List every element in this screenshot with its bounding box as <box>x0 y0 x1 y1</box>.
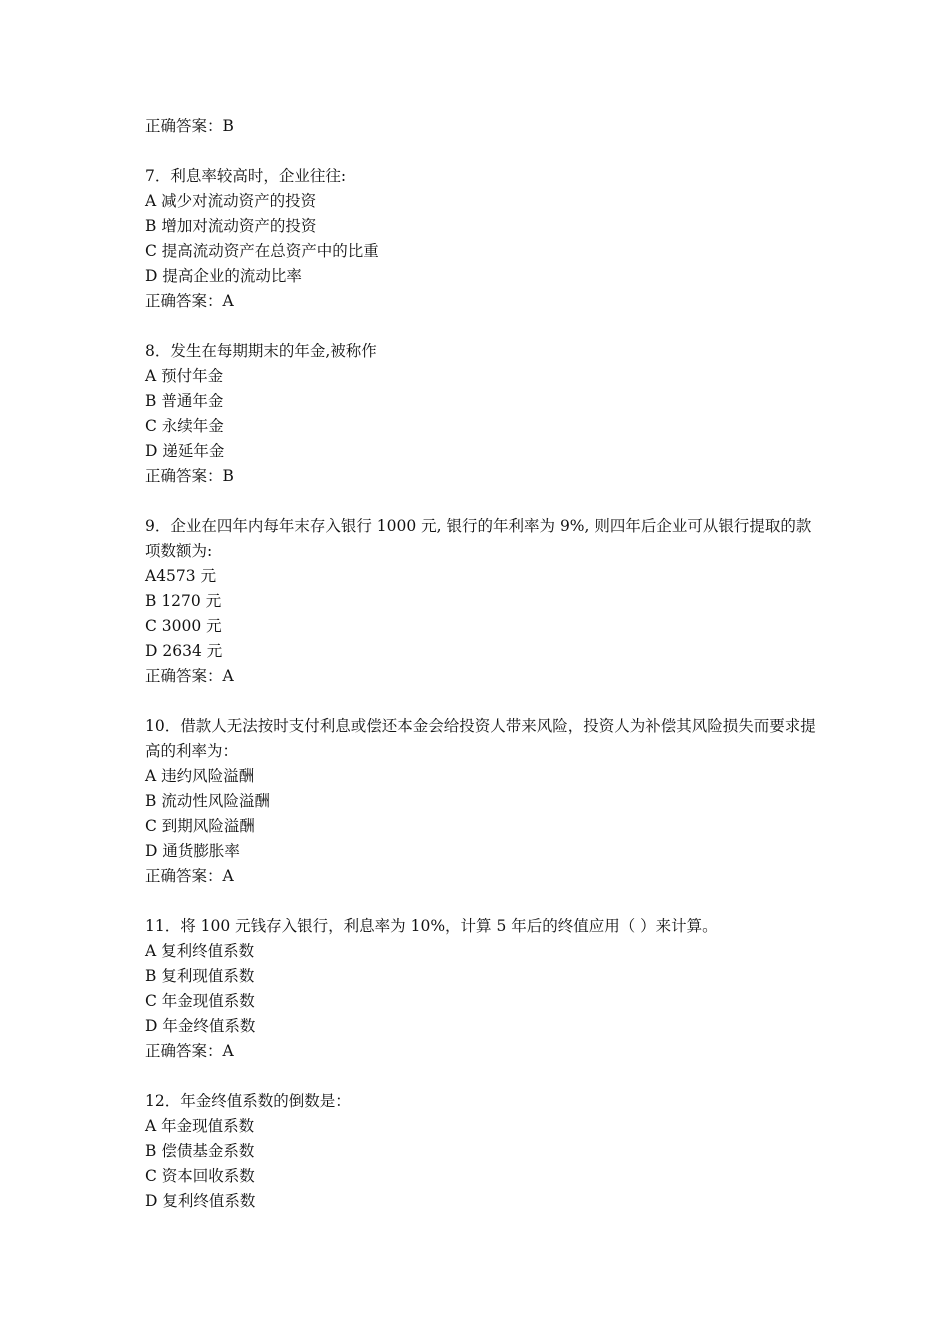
question-stem: 7．利息率较高时，企业往往: <box>145 167 347 185</box>
option: A 复利终值系数 <box>145 942 255 960</box>
option: C 资本回收系数 <box>145 1167 255 1185</box>
question-stem: 10．借款人无法按时支付利息或偿还本金会给投资人带来风险，投资人为补偿其风险损失而要求提高的利率为： <box>145 717 816 760</box>
option: C 到期风险溢酬 <box>145 817 255 835</box>
option: C 提高流动资产在总资产中的比重 <box>145 242 379 260</box>
question-block <box>145 514 825 689</box>
spacer <box>145 314 825 339</box>
question-block <box>145 1089 825 1214</box>
spacer <box>145 889 825 914</box>
option: D 通货膨胀率 <box>145 842 240 860</box>
question-block <box>145 914 825 1064</box>
option: A4573 元 <box>145 567 217 585</box>
option: D 递延年金 <box>145 442 225 460</box>
answer: 正确答案：A <box>145 292 234 310</box>
spacer <box>145 139 825 164</box>
option: B 复利现值系数 <box>145 967 255 985</box>
question-block <box>145 714 825 889</box>
answer: 正确答案：A <box>145 667 234 685</box>
option: C 3000 元 <box>145 617 222 635</box>
option: A 年金现值系数 <box>145 1117 255 1135</box>
option: C 永续年金 <box>145 417 224 435</box>
option: B 偿债基金系数 <box>145 1142 255 1160</box>
option: A 预付年金 <box>145 367 224 385</box>
option: B 流动性风险溢酬 <box>145 792 270 810</box>
option: D 复利终值系数 <box>145 1192 256 1210</box>
question-stem: 9．企业在四年内每年末存入银行 1000 元, 银行的年利率为 9%, 则四年后企业可从银行提取的款项数额为: <box>145 517 812 560</box>
answer: 正确答案：A <box>145 1042 234 1060</box>
question-stem: 12．年金终值系数的倒数是： <box>145 1092 351 1110</box>
option: C 年金现值系数 <box>145 992 255 1010</box>
question-stem: 8．发生在每期期末的年金,被称作 <box>145 342 377 360</box>
option: A 违约风险溢酬 <box>145 767 255 785</box>
option: B 增加对流动资产的投资 <box>145 217 317 235</box>
answer: 正确答案：B <box>145 467 234 485</box>
option: D 2634 元 <box>145 642 223 660</box>
question-block <box>145 164 825 314</box>
spacer <box>145 1064 825 1089</box>
option: A 减少对流动资产的投资 <box>145 192 317 210</box>
document-page <box>145 114 825 1214</box>
previous-answer: 正确答案：B <box>145 117 234 135</box>
option: D 年金终值系数 <box>145 1017 256 1035</box>
spacer <box>145 689 825 714</box>
option: B 普通年金 <box>145 392 224 410</box>
answer: 正确答案：A <box>145 867 234 885</box>
option: B 1270 元 <box>145 592 222 610</box>
spacer <box>145 489 825 514</box>
option: D 提高企业的流动比率 <box>145 267 302 285</box>
question-stem: 11．将 100 元钱存入银行，利息率为 10%，计算 5 年后的终值应用（ ）来计算。 <box>145 917 718 935</box>
question-block <box>145 339 825 489</box>
